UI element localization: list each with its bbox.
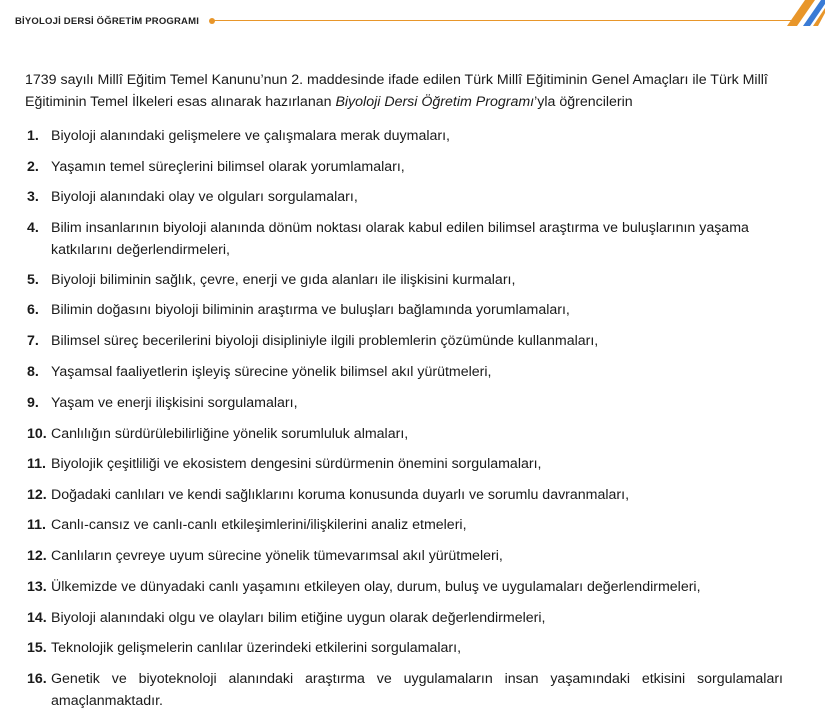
corner-decoration-icon [765,0,825,26]
list-item-text: Canlı-cansız ve canlı-canlı etkileşimlerini/ilişkilerini analiz etmeleri, [51,517,467,533]
list-item-text: Biyoloji alanındaki gelişmelere ve çalışmalara merak duymaları, [51,128,450,144]
list-item-number: 7. [27,333,39,349]
list-item-number: 16. [27,671,47,687]
list-item-text: Genetik ve biyoteknoloji alanındaki araştırma ve uygulamaların insan yaşamındaki etkisini sorgulamaları amaçlanmaktadır. [51,671,783,709]
list-item-text: Teknolojik gelişmelerin canlılar üzerindeki etkilerini sorgulamaları, [51,640,462,656]
list-item-number: 13. [27,579,47,595]
list-item-number: 3. [27,189,39,205]
list-item-number: 11. [27,517,46,533]
list-item-number: 4. [27,220,39,236]
intro-text-part2: ’yla öğrencilerin [534,94,633,110]
list-item-number: 14. [27,610,47,626]
list-item-text: Canlılığın sürdürülebilirliğine yönelik sorumluluk almaları, [51,426,409,442]
header-rule [212,20,792,21]
list-item-text: Bilimin doğasını biyoloji biliminin araştırma ve buluşları bağlamında yorumlamaları, [51,302,570,318]
list-item-number: 5. [27,272,39,288]
list-item-number: 15. [27,640,47,656]
list-item-number: 10. [27,426,47,442]
list-item-text: Bilimsel süreç becerilerini biyoloji disipliniyle ilgili problemlerin çözümünde kullanmaları, [51,333,599,349]
list-item-text: Yaşam ve enerji ilişkisini sorgulamaları, [51,395,298,411]
list-item-text: Biyoloji alanındaki olay ve olguları sorgulamaları, [51,189,358,205]
list-item-text: Biyoloji alanındaki olgu ve olayları bilim etiğine uygun olarak değerlendirmeleri, [51,610,546,626]
list-item-number: 11. [27,456,46,472]
page-header-title: BİYOLOJİ DERSİ ÖĞRETİM PROGRAMI [15,16,200,27]
list-item-number: 12. [27,548,47,564]
list-item-number: 8. [27,364,39,380]
list-item-text: Yaşamın temel süreçlerini bilimsel olarak yorumlamaları, [51,159,405,175]
list-item-text: Biyoloji biliminin sağlık, çevre, enerji ve gıda alanları ile ilişkisini kurmaları, [51,272,516,288]
list-item-text: Ülkemizde ve dünyadaki canlı yaşamını etkileyen olay, durum, buluş ve uygulamaları değerlendirmeleri, [51,579,701,595]
list-item-text: Biyolojik çeşitliliği ve ekosistem dengesini sürdürmenin önemini sorgulamaları, [51,456,542,472]
list-item-number: 12. [27,487,47,503]
list-item-number: 6. [27,302,39,318]
list-item-number: 1. [27,128,39,144]
list-item-text: Yaşamsal faaliyetlerin işleyiş sürecine yönelik bilimsel akıl yürütmeleri, [51,364,492,380]
list-item-number: 2. [27,159,39,175]
intro-paragraph [25,69,785,113]
list-item-text: Bilim insanlarının biyoloji alanında dönüm noktası olarak kabul edilen bilimsel araştırma ve buluşlarının yaşama katkılarını değerlendirmeleri, [51,220,749,258]
intro-text-part1: 1739 sayılı Millî Eğitim Temel Kanunu’nun 2. maddesinde ifade edilen Türk Millî Eğitiminin Genel Amaçları ile Türk Millî Eğitiminin Temel İlkeleri esas alınarak hazırlanan [25,72,768,110]
list-item-text: Canlıların çevreye uyum sürecine yönelik tümevarımsal akıl yürütmeleri, [51,548,503,564]
list-item-text: Doğadaki canlıları ve kendi sağlıklarını koruma konusunda duyarlı ve sorumlu davranmaları, [51,487,630,503]
program-name-italic: Biyoloji Dersi Öğretim Programı [335,94,535,110]
list-item-number: 9. [27,395,39,411]
